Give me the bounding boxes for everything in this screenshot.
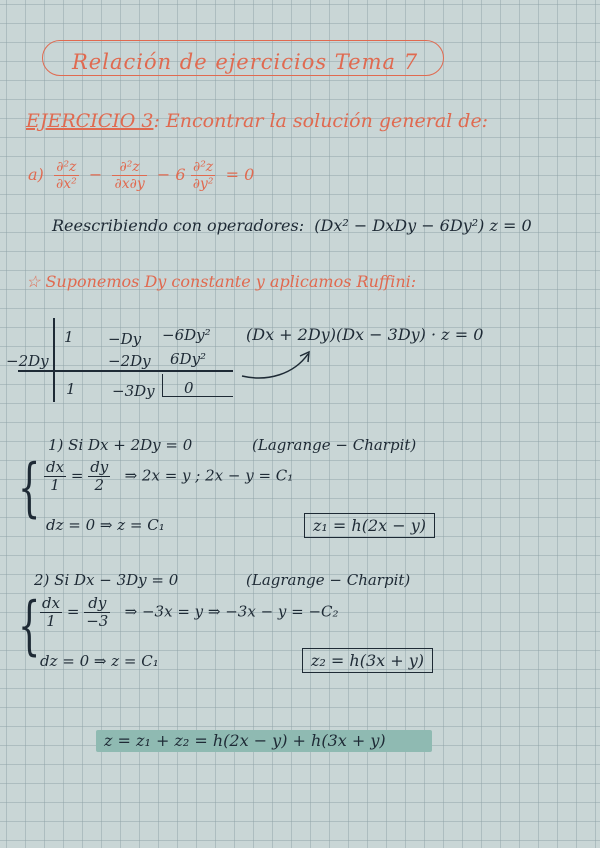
ruffini-r3c2: −3Dy xyxy=(112,382,155,400)
case1-system xyxy=(44,460,293,493)
case1-brace: { xyxy=(18,451,41,525)
rewrite-line xyxy=(52,216,532,235)
term3-den: ∂y² xyxy=(192,176,214,192)
assumption-line xyxy=(26,272,416,291)
term2-den: ∂x∂y xyxy=(114,176,145,192)
case2-dy-den: −3 xyxy=(86,612,109,630)
page-title: Relación de ejercicios Tema 7 xyxy=(72,50,419,74)
term2-fraction xyxy=(112,160,146,191)
ruffini-root: −2Dy xyxy=(6,352,49,370)
case2-method: (Lagrange − Charpit) xyxy=(246,571,411,589)
ruffini-remainder-box xyxy=(162,374,233,397)
ruffini-horizontal-rule xyxy=(18,370,233,372)
case1-heading: 1) Si Dx + 2Dy = 0 xyxy=(48,436,193,454)
case1-dy-den: 2 xyxy=(94,476,105,494)
exercise-statement: : Encontrar la solución general de: xyxy=(153,110,489,132)
curved-arrow-icon xyxy=(238,340,318,384)
factorization: (Dx + 2Dy)(Dx − 3Dy) · z = 0 xyxy=(246,325,484,344)
term1-num: ∂²z xyxy=(54,160,79,176)
pde-equation xyxy=(28,160,254,191)
rewrite-expr: (Dx² − DxDy − 6Dy²) z = 0 xyxy=(314,216,532,235)
ruffini-r3c3: 0 xyxy=(184,379,194,397)
case1-step2: dz = 0 ⇒ z = C₁ xyxy=(46,516,165,534)
ruffini-vertical-rule xyxy=(53,318,55,402)
case2-dy-fraction xyxy=(84,596,110,629)
assumption-text: Suponemos Dy constante y aplicamos Ruffini: xyxy=(45,272,417,291)
minus-sign-2: − 6 xyxy=(156,165,186,184)
case2-answer-box xyxy=(302,648,433,673)
minus-sign-1: − xyxy=(88,165,103,184)
case1-dx-den: 1 xyxy=(50,476,60,494)
star-icon: ☆ xyxy=(26,272,41,291)
case1-dy-num: dy xyxy=(90,458,109,476)
part-label: a) xyxy=(28,165,44,184)
case2-dx-den: 1 xyxy=(46,612,56,630)
case2-step1: ⇒ −3x = y ⇒ −3x − y = −C₂ xyxy=(124,602,339,621)
rewrite-text: Reescribiendo con operadores: xyxy=(52,216,305,235)
ruffini-r2c2: −2Dy xyxy=(108,352,151,370)
term1-den: ∂x² xyxy=(55,176,77,192)
case1-step1: ⇒ 2x = y ; 2x − y = C₁ xyxy=(124,466,294,485)
case2-dy-num: dy xyxy=(84,596,110,613)
ruffini-r1c1: 1 xyxy=(64,328,74,346)
case2-equals: = xyxy=(66,602,80,621)
case1-dy-fraction xyxy=(88,460,110,493)
exercise-label: EJERCICIO 3 xyxy=(26,110,154,132)
case1-equals: = xyxy=(70,466,84,485)
ruffini-r1c3: −6Dy² xyxy=(162,326,211,344)
ruffini-r1c2: −Dy xyxy=(108,330,142,348)
exercise-heading xyxy=(26,110,488,132)
final-answer: z = z₁ + z₂ = h(2x − y) + h(3x + y) xyxy=(104,731,386,750)
case2-dx-fraction xyxy=(40,596,62,629)
ruffini-r2c3: 6Dy² xyxy=(170,350,207,368)
term3-num: ∂²z xyxy=(191,160,216,176)
case2-dx-num: dx xyxy=(42,594,61,612)
term3-fraction xyxy=(191,160,216,191)
case1-dx-fraction xyxy=(44,460,66,493)
case2-step2: dz = 0 ⇒ z = C₁ xyxy=(40,652,159,670)
case1-answer-box xyxy=(304,513,435,538)
case2-answer: z₂ = h(3x + y) xyxy=(311,651,425,670)
case2-heading: 2) Si Dx − 3Dy = 0 xyxy=(34,571,179,589)
ruffini-r3c1: 1 xyxy=(66,380,76,398)
case1-dx-num: dx xyxy=(46,458,65,476)
case1-answer: z₁ = h(2x − y) xyxy=(313,516,427,535)
case2-system xyxy=(40,596,339,629)
term2-num: ∂²z xyxy=(112,160,146,176)
term1-fraction xyxy=(54,160,79,191)
case2-brace: { xyxy=(18,589,41,663)
case1-method: (Lagrange − Charpit) xyxy=(252,436,417,454)
pde-rhs: = 0 xyxy=(225,165,255,184)
